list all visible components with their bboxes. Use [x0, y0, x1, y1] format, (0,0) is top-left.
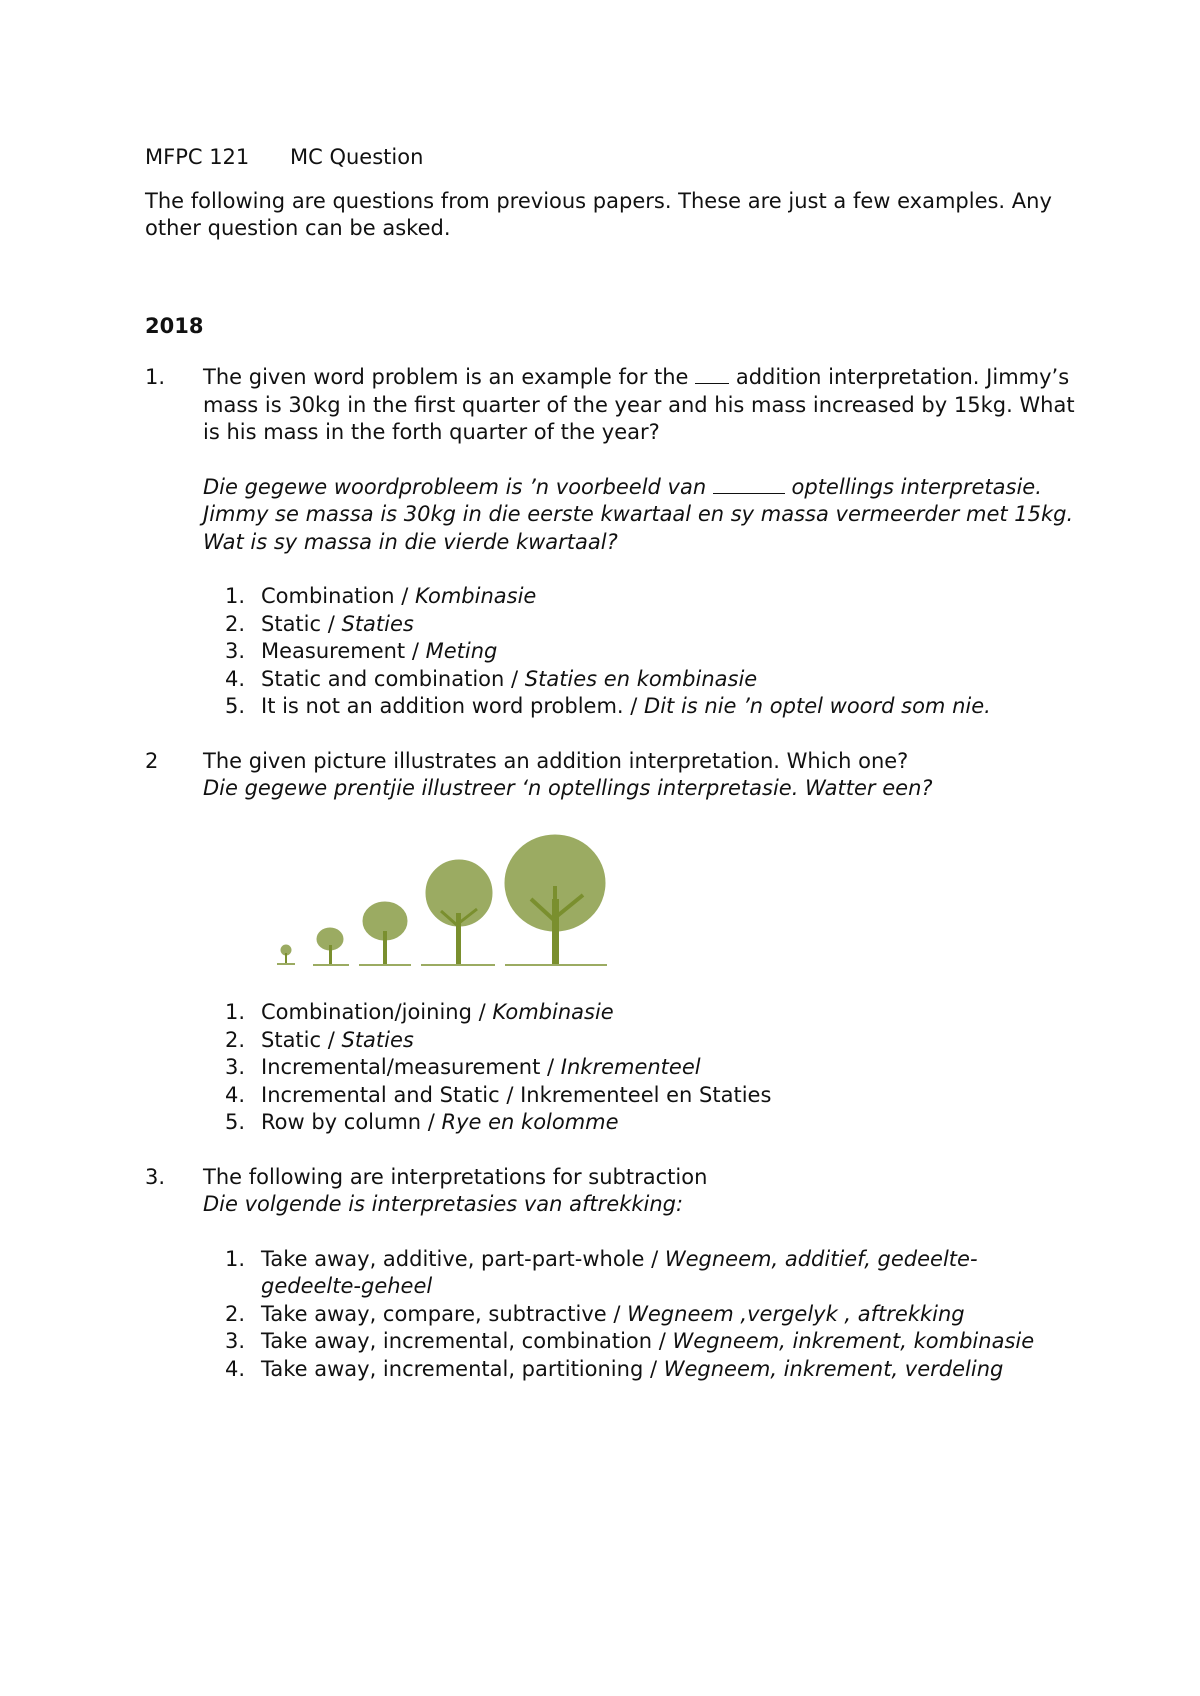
answer-blank: [695, 365, 729, 384]
question-number: 1.: [145, 365, 166, 389]
question-number: 2: [145, 748, 159, 773]
intro-paragraph: The following are questions from previous papers. These are just a few examples. Any other question can be asked.: [145, 188, 1052, 240]
tree-icon: [313, 928, 349, 965]
question-2-english: The given picture illustrates an addition interpretation. Which one?: [203, 748, 909, 773]
option-item[interactable]: 2. Take away, compare, subtractive / Wegneem ,vergelyk , aftrekking: [225, 1301, 965, 1326]
document-header: [145, 144, 1075, 172]
question-3-afrikaans: Die volgende is interpretasies van aftrekking:: [203, 1192, 684, 1216]
option-item[interactable]: 2. Static / Staties: [225, 611, 414, 636]
option-item[interactable]: 1. Combination / Kombinasie: [225, 584, 537, 608]
document-page: [145, 144, 1075, 1383]
tree-icon: [359, 902, 411, 965]
option-item[interactable]: 1. Take away, additive, part-part-whole / Wegneem, additief, gedeelte-gedeelte-geheel: [225, 1246, 978, 1298]
option-item[interactable]: 3. Incremental/measurement / Inkrementeel: [225, 1055, 701, 1079]
document-title: MC Question: [290, 145, 424, 169]
option-item[interactable]: 4. Static and combination / Staties en kombinasie: [225, 666, 758, 691]
option-item[interactable]: 3. Take away, incremental, combination / Wegneem, inkrement, kombinasie: [225, 1329, 1035, 1353]
tree-icon: [277, 945, 295, 964]
question-2-afrikaans: Die gegewe prentjie illustreer ‘n optellings interpretasie. Watter een?: [203, 776, 933, 800]
tree-icon: [421, 860, 495, 965]
question-2-options: [145, 999, 1075, 1137]
option-item[interactable]: 1. Combination/joining / Kombinasie: [225, 1000, 614, 1024]
tree-icon: [505, 835, 607, 965]
option-item[interactable]: 4. Take away, incremental, partitioning / Wegneem, inkrement, verdeling: [225, 1356, 1004, 1381]
question-3-options: [145, 1246, 1075, 1384]
question-3-english: The following are interpretations for subtraction: [203, 1164, 708, 1189]
option-item[interactable]: 2. Static / Staties: [225, 1027, 414, 1052]
year-heading: 2018: [145, 313, 204, 338]
question-number: 3.: [145, 1164, 166, 1189]
option-item[interactable]: 3. Measurement / Meting: [225, 639, 498, 663]
question-1: [145, 364, 1075, 556]
option-item[interactable]: 4. Incremental and Static / Inkrementeel en Staties: [225, 1082, 772, 1107]
answer-blank: [713, 475, 785, 494]
option-item[interactable]: 5. It is not an addition word problem. / Dit is nie ’n optel woord som nie.: [225, 694, 991, 718]
option-item[interactable]: 5. Row by column / Rye en kolomme: [225, 1110, 619, 1134]
question-1-options: [145, 583, 1075, 721]
course-code: MFPC 121: [145, 145, 250, 169]
question-1-english: The given word problem is an example for the addition interpretation. Jimmy’s mass is 30kg in the first quarter of the year and his mass increased by 15kg. What is his mass in the forth quarter of the year?: [203, 365, 1075, 444]
question-1-afrikaans: Die gegewe woordprobleem is ’n voorbeeld van optellings interpretasie. Jimmy se massa is 30kg in die eerste kwartaal en sy massa vermeerder met 15kg. Wat is sy massa in die vierde kwartaal?: [203, 474, 1074, 554]
question-2: [145, 748, 1075, 803]
question-3: [145, 1164, 1075, 1219]
growing-trees-illustration: [273, 831, 663, 976]
